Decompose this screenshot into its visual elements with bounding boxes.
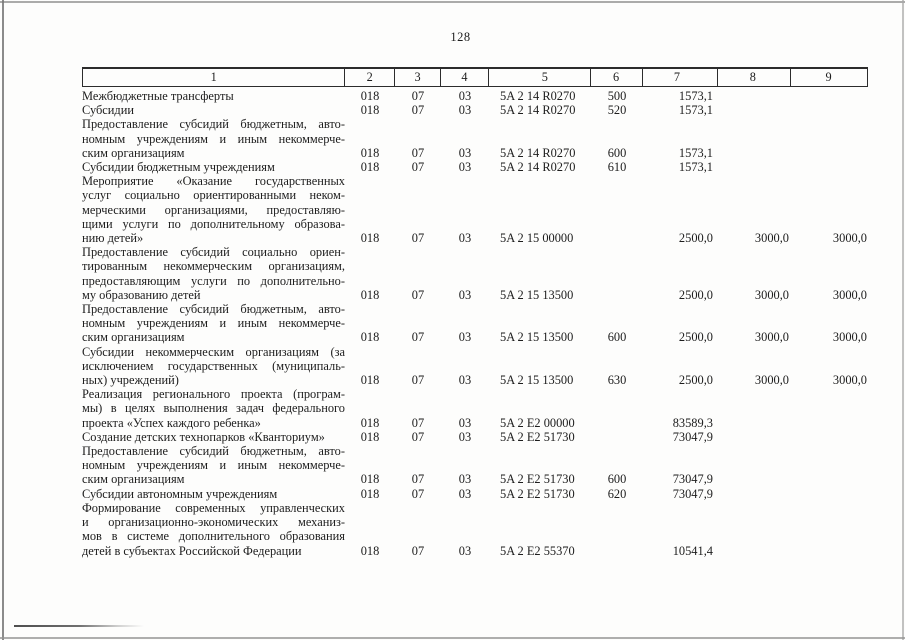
table-row [82,430,868,444]
cell-subsection-code: 03 [458,145,472,160]
cell-subsection-code: 03 [458,103,472,118]
cell-amount-year1: 1573,1 [678,160,713,175]
cell-target-article-code: 5A 2 E2 51730 [500,429,575,444]
cell-amount-year2: 3000,0 [754,330,789,345]
cell-section-code: 07 [411,287,425,302]
table-body [82,87,868,558]
table-row [82,487,868,501]
table-row [82,117,868,160]
cell-expense-type-code: 600 [607,330,627,345]
cell-amount-year3: 3000,0 [832,373,867,388]
cell-grbs-code: 018 [360,415,380,430]
table-header-row [82,67,868,87]
cell-grbs-code: 018 [360,486,380,501]
cell-grbs-code: 018 [360,543,380,558]
cell-section-code: 07 [411,472,425,487]
cell-grbs-code: 018 [360,330,380,345]
table-row [82,160,868,174]
table-row [82,174,868,245]
scan-edge-left [2,0,4,640]
page-number: 128 [450,30,471,44]
cell-section-code: 07 [411,89,425,103]
header-cell-3: 3 [395,69,441,86]
cell-amount-year3: 3000,0 [832,287,867,302]
header-cell-7: 7 [643,69,719,86]
cell-section-code: 07 [411,429,425,444]
cell-amount-year2: 3000,0 [754,287,789,302]
cell-target-article-code: 5A 2 14 R0270 [500,103,576,118]
header-cell-8: 8 [718,69,791,86]
cell-name: Мероприятие «Оказание государственных услуг социально ориентированными неком- мерческими организациями, предоставляю- щими услуги по дополнительному образова- нию детей» [82,174,345,246]
cell-grbs-code: 018 [360,103,380,118]
cell-target-article-code: 5A 2 E2 00000 [500,415,575,430]
cell-section-code: 07 [411,330,425,345]
cell-name: Субсидии некоммерческим организациям (за исключением государственных (муниципаль- ных) учреждений) [82,344,345,388]
cell-amount-year1: 2500,0 [678,287,713,302]
scan-edge-right [902,0,904,640]
cell-subsection-code: 03 [458,415,472,430]
cell-grbs-code: 018 [360,160,380,175]
cell-grbs-code: 018 [360,89,380,103]
cell-target-article-code: 5A 2 14 R0270 [500,145,576,160]
cell-grbs-code: 018 [360,373,380,388]
cell-amount-year1: 10541,4 [672,543,713,558]
cell-subsection-code: 03 [458,160,472,175]
cell-expense-type-code: 630 [607,373,627,388]
cell-subsection-code: 03 [458,231,472,246]
cell-section-code: 07 [411,103,425,118]
cell-name: Создание детских технопарков «Кванториум» [82,429,325,444]
scan-edge-bottom [0,637,905,639]
table-row [82,103,868,117]
header-cell-1: 1 [83,69,345,86]
cell-section-code: 07 [411,231,425,246]
cell-expense-type-code: 500 [607,89,627,103]
cell-amount-year1: 1573,1 [678,103,713,118]
cell-name: Формирование современных управленческих и организационно-экономических механиз- мов в системе дополнительного образования детей в субъектах Российской Федерации [82,500,345,558]
cell-target-article-code: 5A 2 E2 51730 [500,486,575,501]
cell-amount-year1: 83589,3 [672,415,713,430]
table-row [82,302,868,345]
cell-grbs-code: 018 [360,145,380,160]
cell-amount-year3: 3000,0 [832,231,867,246]
table-row [82,444,868,487]
cell-grbs-code: 018 [360,287,380,302]
cell-expense-type-code: 600 [607,472,627,487]
header-cell-5: 5 [489,69,591,86]
cell-amount-year1: 2500,0 [678,330,713,345]
cell-amount-year3: 3000,0 [832,330,867,345]
cell-amount-year2: 3000,0 [754,373,789,388]
header-cell-6: 6 [591,69,643,86]
cell-expense-type-code: 520 [607,103,627,118]
cell-expense-type-code: 620 [607,486,627,501]
cell-subsection-code: 03 [458,472,472,487]
table-row [82,387,868,430]
cell-name: Предоставление субсидий бюджетным, авто- номным учреждениям и иным некоммерче- ским организациям [82,444,345,487]
cell-name: Субсидии автономным учреждениям [82,486,278,501]
table-row [82,345,868,388]
cell-subsection-code: 03 [458,373,472,388]
cell-subsection-code: 03 [458,429,472,444]
cell-amount-year1: 73047,9 [672,472,713,487]
cell-amount-year1: 2500,0 [678,373,713,388]
table-row [82,89,868,103]
cell-target-article-code: 5A 2 E2 55370 [500,543,575,558]
scan-artifact-line [14,625,144,627]
cell-subsection-code: 03 [458,543,472,558]
cell-name: Реализация регионального проекта (програм- мы) в целях выполнения задач федерального проекта «Успех каждого ребенка» [82,387,345,430]
cell-grbs-code: 018 [360,472,380,487]
cell-subsection-code: 03 [458,330,472,345]
cell-amount-year1: 73047,9 [672,486,713,501]
cell-name: Предоставление субсидий бюджетным, авто- номным учреждениям и иным некоммерче- ским организациям [82,117,345,160]
cell-section-code: 07 [411,415,425,430]
cell-amount-year1: 1573,1 [678,89,713,103]
cell-name: Субсидии бюджетным учреждениям [82,160,275,175]
cell-target-article-code: 5A 2 14 R0270 [500,89,576,103]
cell-name: Межбюджетные трансферты [82,89,234,103]
cell-subsection-code: 03 [458,287,472,302]
cell-target-article-code: 5A 2 15 13500 [500,287,574,302]
cell-name: Предоставление субсидий бюджетным, авто- номным учреждениям и иным некоммерче- ским организациям [82,302,345,345]
cell-target-article-code: 5A 2 15 00000 [500,231,574,246]
cell-amount-year1: 1573,1 [678,145,713,160]
cell-target-article-code: 5A 2 15 13500 [500,330,574,345]
cell-subsection-code: 03 [458,89,472,103]
cell-section-code: 07 [411,373,425,388]
budget-table [82,67,868,558]
cell-amount-year2: 3000,0 [754,231,789,246]
cell-expense-type-code: 600 [607,145,627,160]
header-cell-2: 2 [345,69,395,86]
cell-amount-year1: 73047,9 [672,429,713,444]
cell-target-article-code: 5A 2 15 13500 [500,373,574,388]
table-row [82,501,868,558]
cell-section-code: 07 [411,160,425,175]
cell-name: Субсидии [82,103,134,118]
header-cell-4: 4 [441,69,489,86]
cell-section-code: 07 [411,486,425,501]
cell-target-article-code: 5A 2 E2 51730 [500,472,575,487]
scan-edge-top [0,1,905,3]
cell-section-code: 07 [411,145,425,160]
cell-target-article-code: 5A 2 14 R0270 [500,160,576,175]
cell-grbs-code: 018 [360,231,380,246]
table-row [82,245,868,302]
cell-grbs-code: 018 [360,429,380,444]
cell-section-code: 07 [411,543,425,558]
cell-subsection-code: 03 [458,486,472,501]
cell-name: Предоставление субсидий социально ориен- тированным некоммерческим организациям, предоставляющим услуги по дополнительно- му образованию детей [82,245,345,302]
cell-amount-year1: 2500,0 [678,231,713,246]
cell-expense-type-code: 610 [607,160,627,175]
header-cell-9: 9 [825,70,832,84]
